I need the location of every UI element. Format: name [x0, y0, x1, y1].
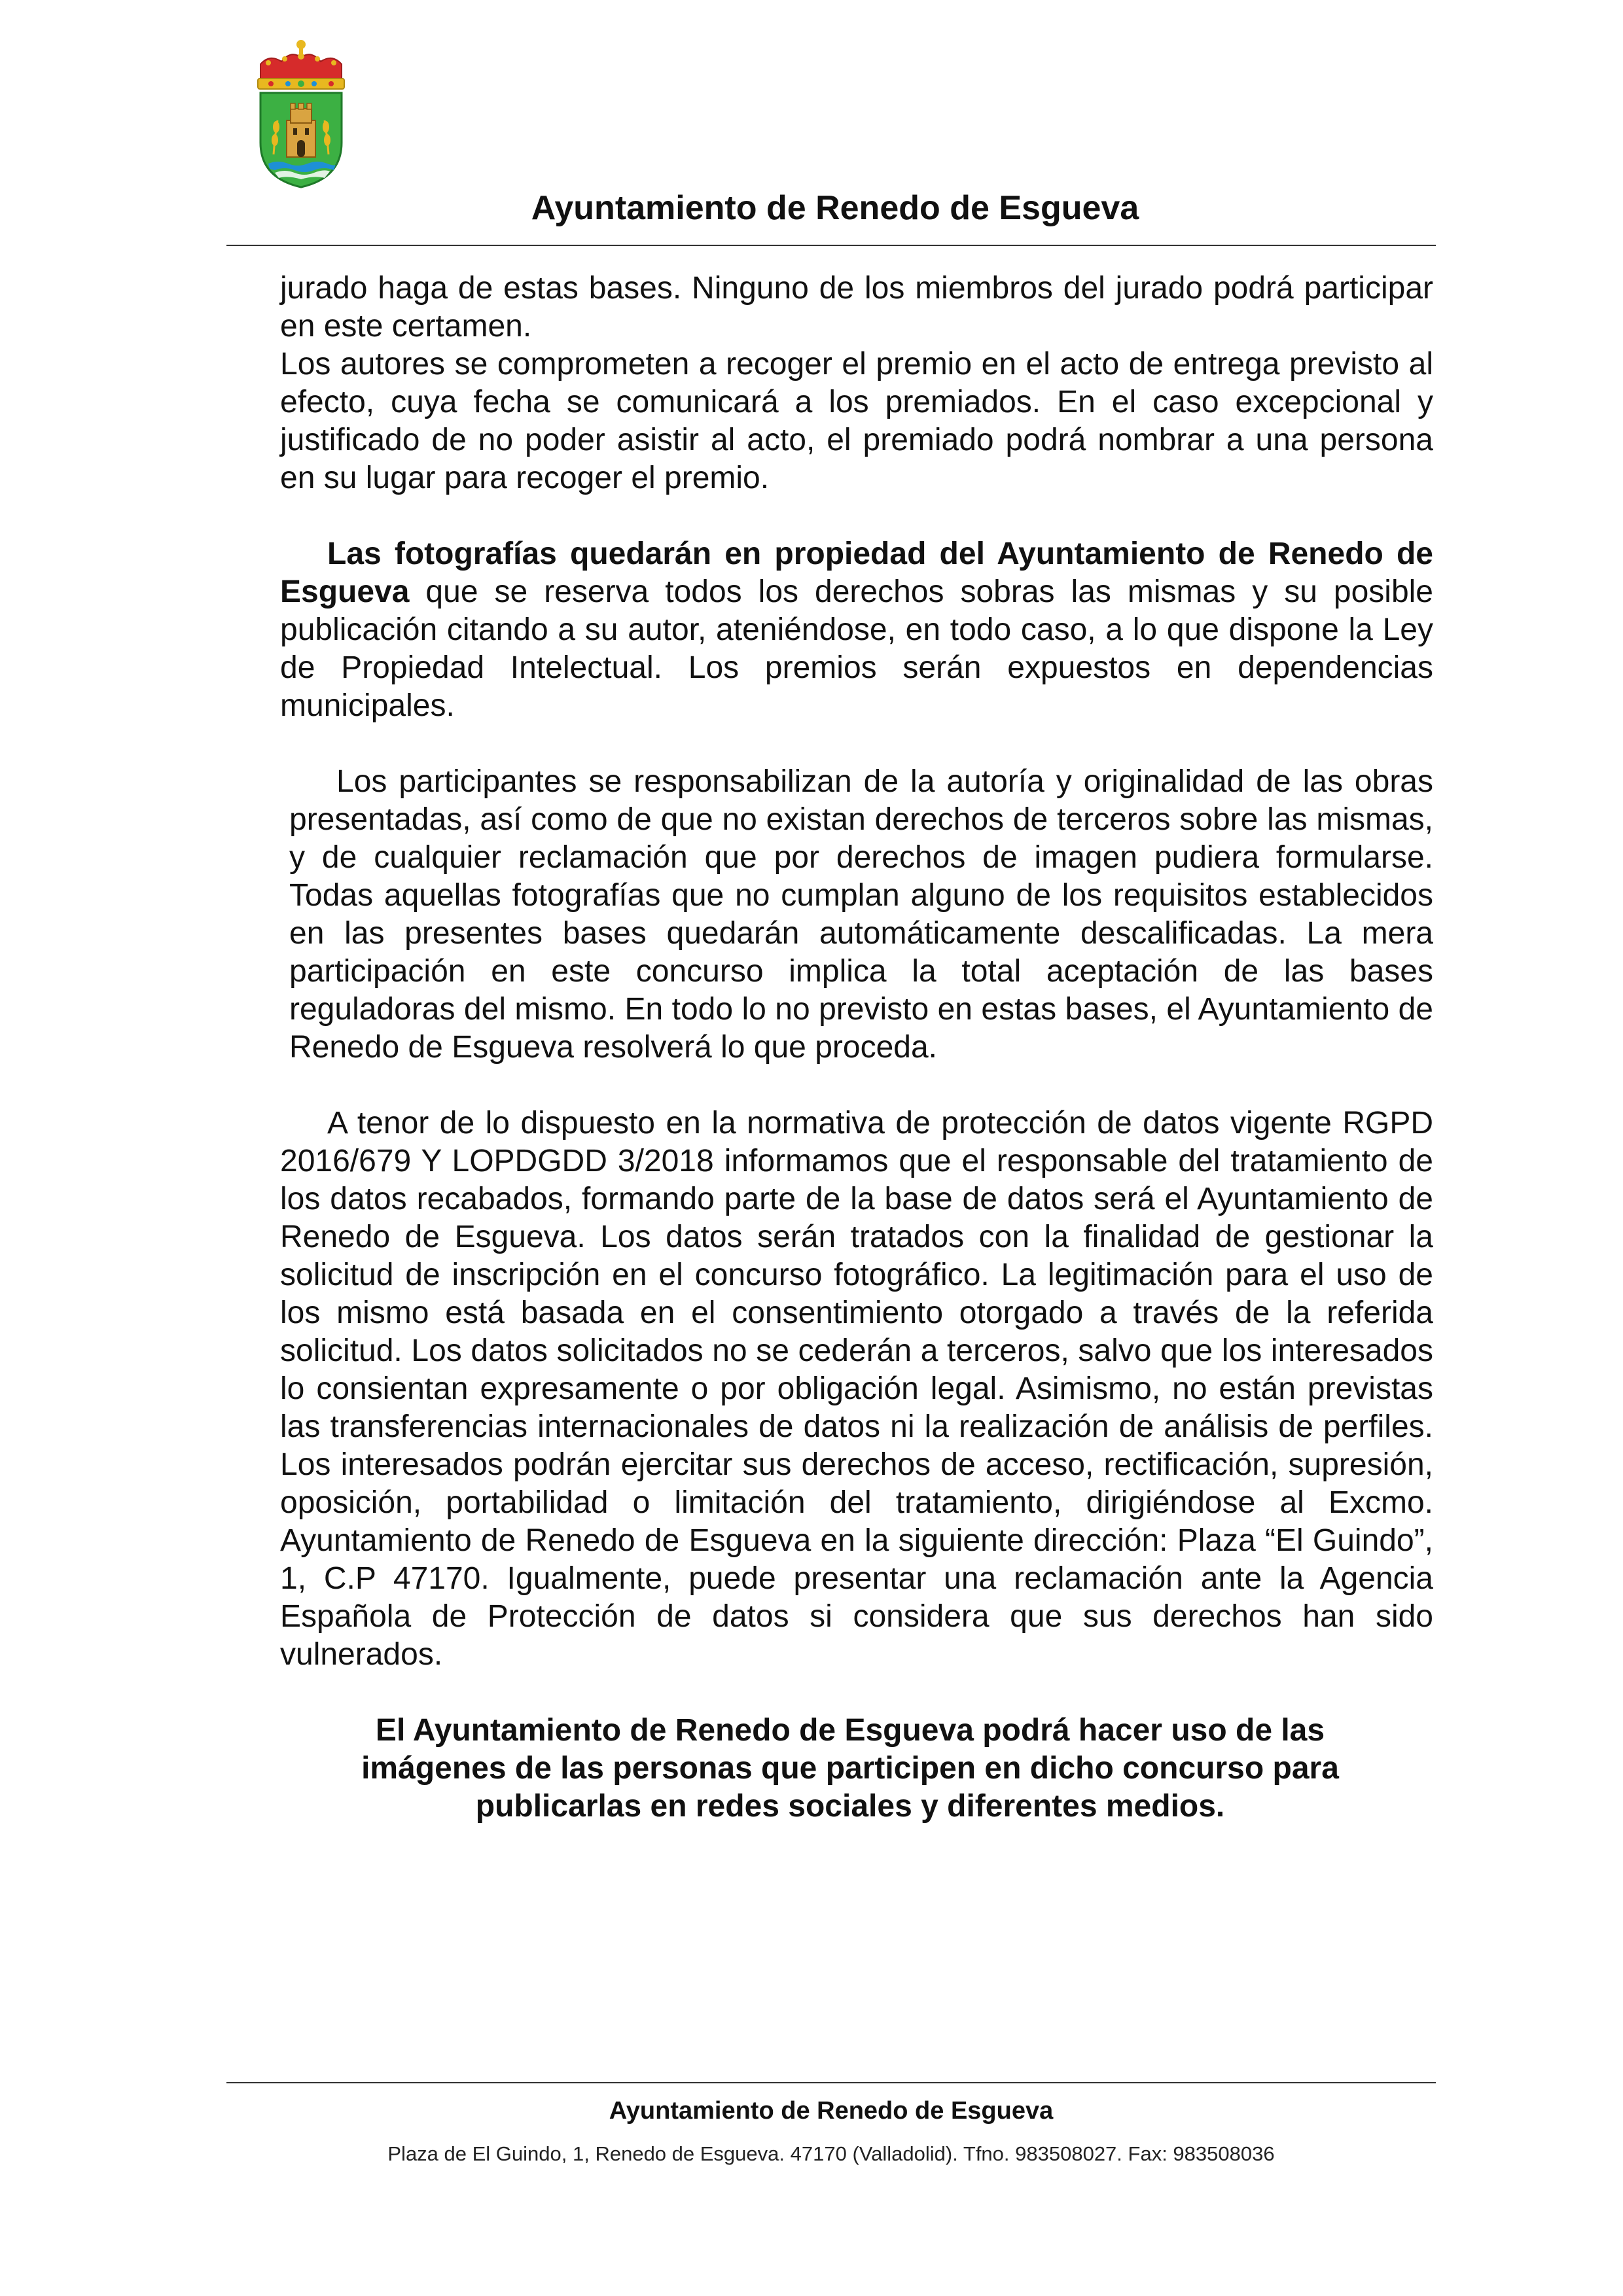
- paragraph-prize-collection: Los autores se comprometen a recoger el premio en el acto de entrega previsto al efecto, cuya fecha se comunicará a los premiados. En el caso excepcional y justificado de no poder asistir al acto, el premiado podrá nombrar a una persona en su lugar para recoger el premio.: [280, 347, 1433, 495]
- ownership-bold-text: Las fotografías quedarán en propiedad del Ayuntamiento de Renedo de Esgueva: [280, 537, 1433, 609]
- paragraph-gap: [280, 1067, 1433, 1104]
- document-body: [280, 270, 1433, 1826]
- footer-address: Plaza de El Guindo, 1, Renedo de Esgueva. 47170 (Valladolid). Tfno. 983508027. Fax: 983508036: [387, 2142, 1275, 2165]
- ownership-text: que se reserva todos los derechos sobras las mismas y su posible publicación citando a su autor, ateniéndose, en todo caso, a lo que dispone la Ley de Propiedad Intelectual. Los premios serán expuestos en dependencias municipales.: [280, 574, 1433, 723]
- paragraph-jury: jurado haga de estas bases. Ninguno de los miembros del jurado podrá participar en este certamen.: [280, 271, 1433, 344]
- closing-line-1: El Ayuntamiento de Renedo de Esgueva podrá hacer uso de las: [375, 1713, 1325, 1748]
- paragraph-gap: [280, 725, 1433, 763]
- closing-line-2: imágenes de las personas que participen en dicho concurso para: [361, 1751, 1339, 1786]
- paragraph-data-protection: A tenor de lo dispuesto en la normativa de protección de datos vigente RGPD 2016/679 Y LOPDGDD 3/2018 informamos que el responsable del tratamiento de los datos recabados, formando parte de la base de datos será el Ayuntamiento de Renedo de Esgueva. Los datos serán tratados con la finalidad de gestionar la solicitud de inscripción en el concurso fotográfico. La legitimación para el uso de los mismo está basada en el consentimiento otorgado a través de la referida solicitud. Los datos solicitados no se cederán a terceros, salvo que los interesados lo consientan expresamente o por obligación legal. Asimismo, no están previstas las transferencias internacionales de datos ni la realización de análisis de perfiles. Los interesados podrán ejercitar sus derechos de acceso, rectificación, supresión, oposición, portabilidad o limitación del tratamiento, dirigiéndose al Excmo. Ayuntamiento de Renedo de Esgueva en la siguiente dirección: Plaza “El Guindo”, 1, C.P 47170. Igualmente, puede presentar una reclamación ante la Agencia Española de Protección de datos si considera que sus derechos han sido vulnerados.: [280, 1106, 1433, 1672]
- paragraph-ownership: [280, 535, 1433, 725]
- municipal-coat-of-arms-icon: [255, 38, 347, 190]
- page-title: Ayuntamiento de Renedo de Esgueva: [531, 189, 1139, 227]
- closing-line-3: publicarlas en redes sociales y diferentes medios.: [475, 1789, 1225, 1824]
- shield-icon: [260, 93, 342, 187]
- paragraph-gap: [280, 1674, 1433, 1712]
- crown-icon: [258, 40, 344, 89]
- header-divider: [226, 245, 1436, 246]
- footer-divider: [226, 2082, 1436, 2083]
- closing-statement: [280, 1712, 1433, 1826]
- paragraph-gap: [280, 497, 1433, 535]
- footer-organization-name: Ayuntamiento de Renedo de Esgueva: [609, 2097, 1054, 2125]
- paragraph-authorship: Los participantes se responsabilizan de la autoría y originalidad de las obras presentadas, así como de que no existan derechos de terceros sobre las mismas, y de cualquier reclamación que por derechos de imagen pudiera formularse. Todas aquellas fotografías que no cumplan alguno de los requisitos establecidos en las presentes bases quedarán automáticamente descalificadas. La mera participación en este concurso implica la total aceptación de las bases reguladoras del mismo. En todo lo no previsto en estas bases, el Ayuntamiento de Renedo de Esgueva resolverá lo que proceda.: [289, 764, 1433, 1065]
